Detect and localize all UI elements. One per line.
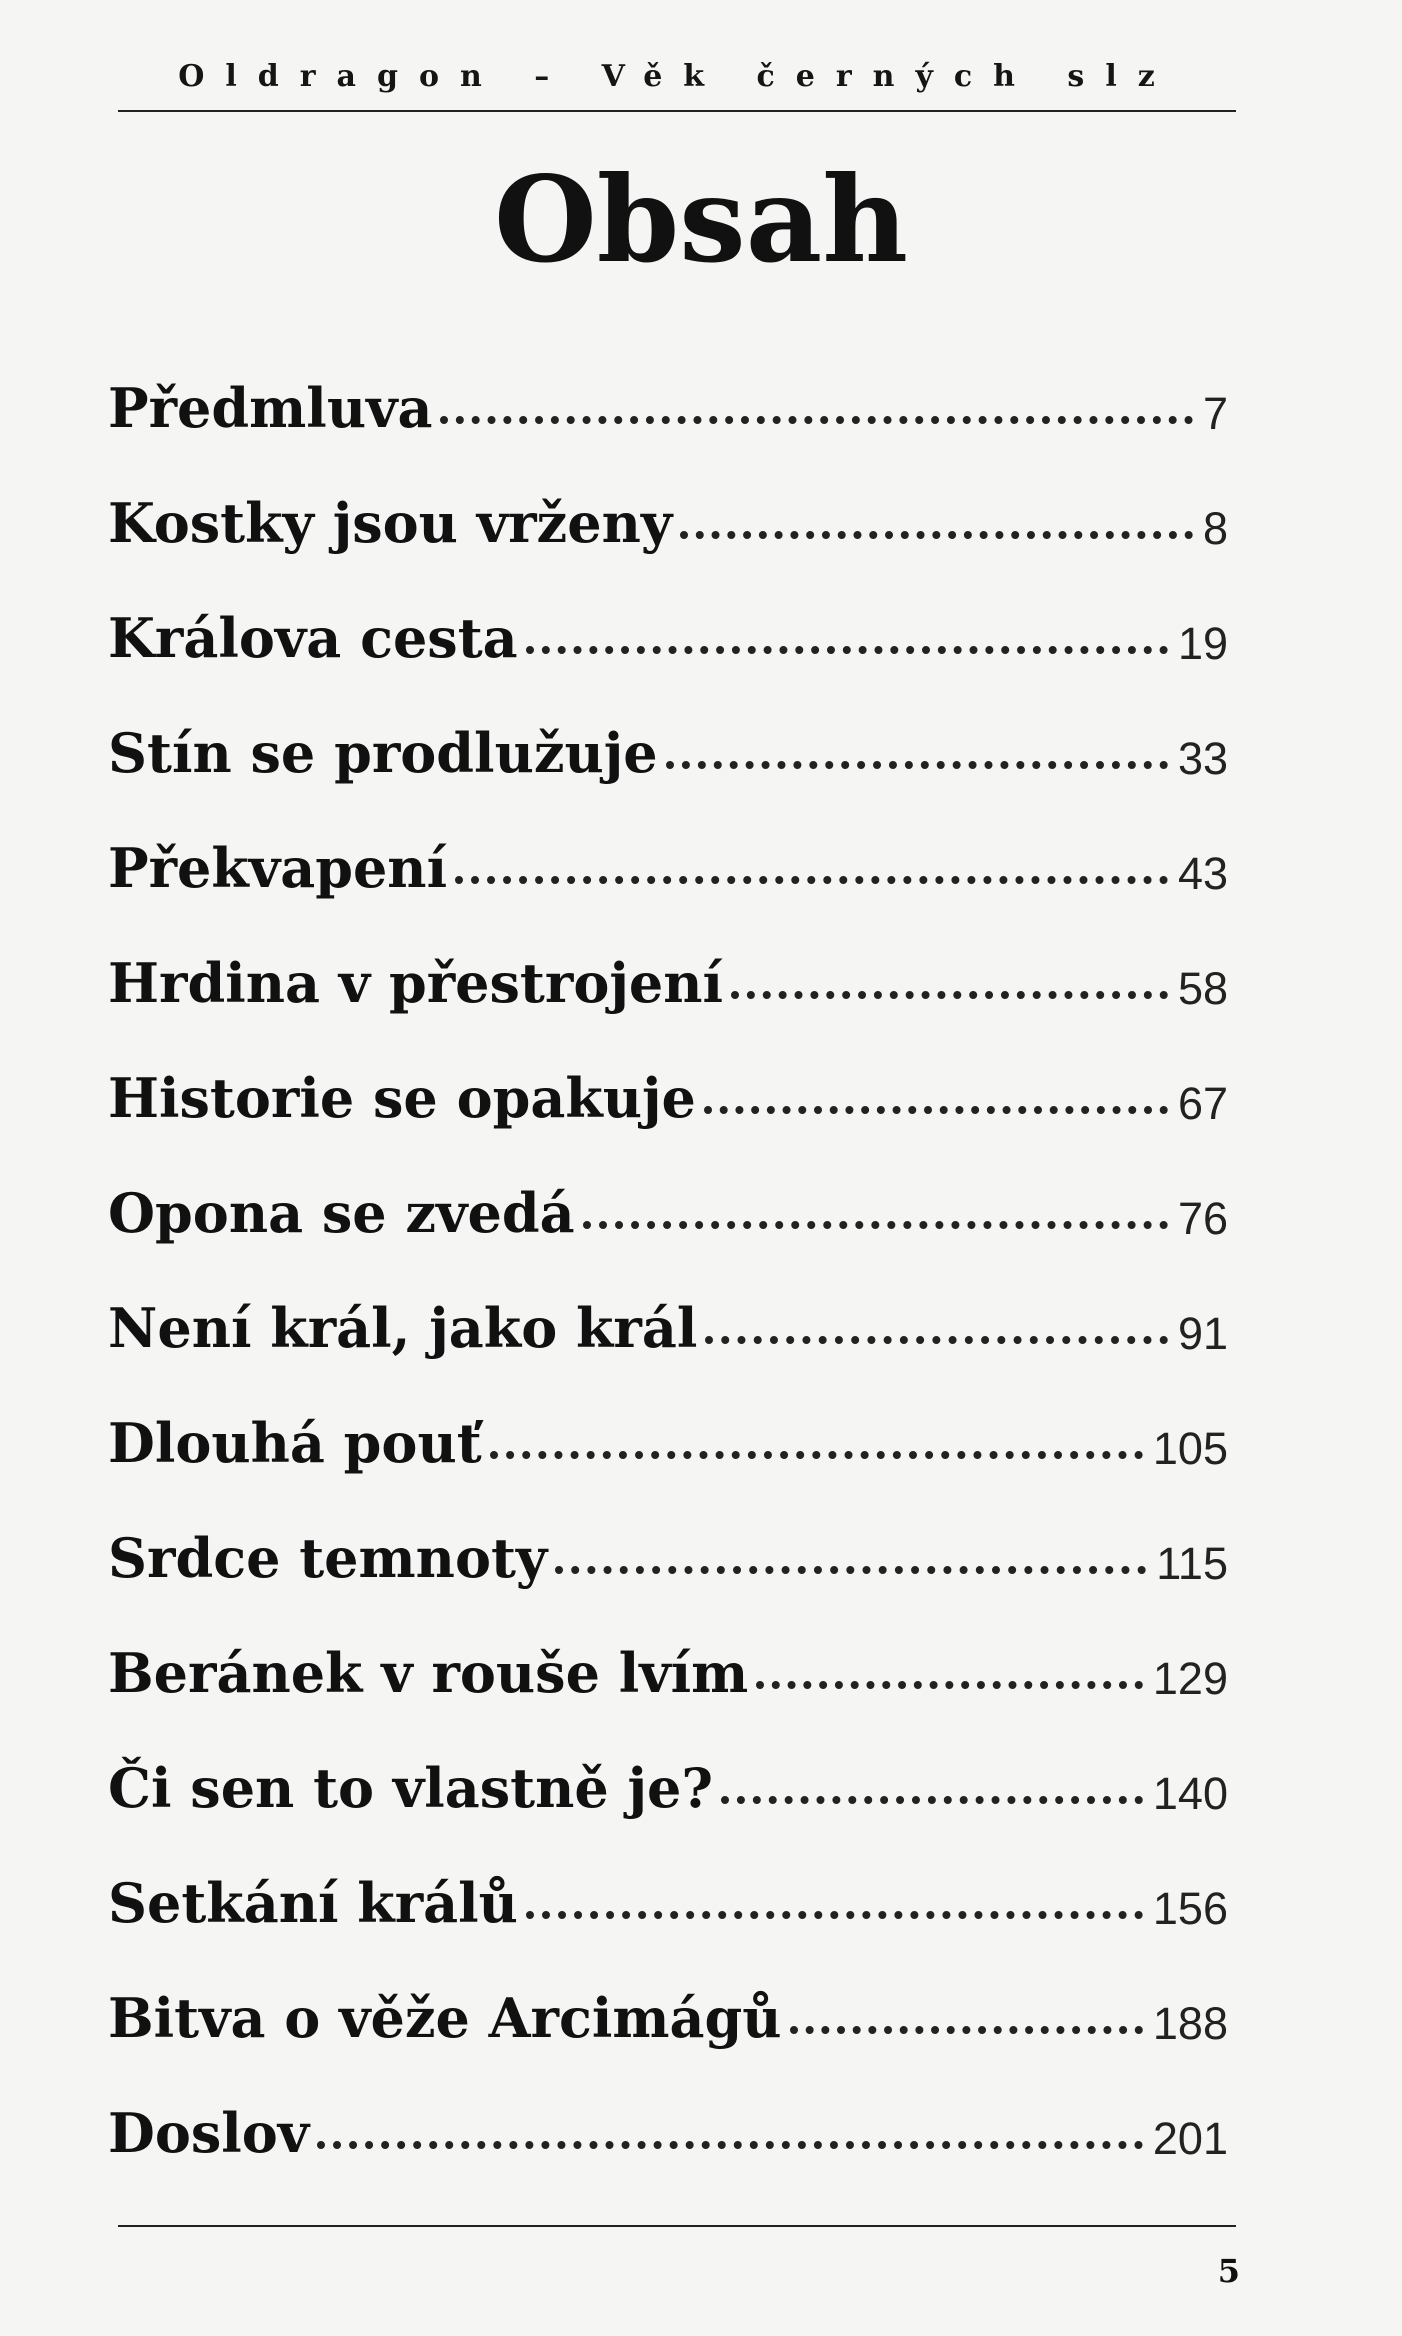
dot-leader [526,1911,1143,1919]
toc-entry-page: 33 [1177,732,1228,784]
toc-entry-page: 8 [1202,502,1228,554]
toc-entry-page: 129 [1152,1652,1228,1704]
toc-entry[interactable] [108,1155,1228,1270]
toc-entry-title: Beránek v rouše lvím [108,1640,749,1705]
toc-entry[interactable] [108,1845,1228,1960]
toc-entry[interactable] [108,1615,1228,1730]
toc-entry-title: Předmluva [108,375,433,440]
dot-leader [490,1451,1143,1459]
dot-leader [721,1796,1143,1804]
toc-entry-page: 43 [1177,847,1228,899]
toc-entry[interactable] [108,1270,1228,1385]
toc-entry[interactable] [108,1730,1228,1845]
toc-entry-page: 91 [1177,1307,1228,1359]
toc-entry[interactable] [108,1500,1228,1615]
toc-entry-page: 115 [1156,1537,1228,1589]
toc-entry[interactable] [108,925,1228,1040]
page-title: Obsah [494,150,908,289]
toc-entry-title: Stín se prodlužuje [108,720,658,785]
toc-entry[interactable] [108,695,1228,810]
toc-entry-title: Kostky jsou vrženy [108,490,673,555]
dot-leader [756,1681,1143,1689]
dot-leader [705,1336,1168,1344]
toc-entry[interactable] [108,810,1228,925]
dot-leader [731,991,1168,999]
toc-entry-page: 140 [1152,1767,1228,1819]
running-header: Oldragon – Věk černých slz [178,59,1176,94]
toc-entry-page: 201 [1152,2112,1228,2164]
toc-entry[interactable] [108,1040,1228,1155]
toc-entry-title: Doslov [108,2100,310,2165]
toc-entry-page: 7 [1202,387,1228,439]
toc-entry-page: 67 [1177,1077,1228,1129]
toc-entry-title: Srdce temnoty [108,1525,548,1590]
dot-leader [680,531,1193,539]
toc-entry-title: Či sen to vlastně je? [108,1755,714,1820]
toc-entry[interactable] [108,465,1228,580]
dot-leader [440,416,1193,424]
toc-entry-title: Historie se opakuje [108,1065,696,1130]
dot-leader [666,761,1168,769]
table-of-contents [108,350,1228,2190]
toc-entry-page: 188 [1152,1997,1228,2049]
toc-entry-page: 19 [1177,617,1228,669]
dot-leader [790,2026,1143,2034]
dot-leader [555,1566,1146,1574]
toc-entry-page: 105 [1152,1422,1228,1474]
toc-entry-page: 58 [1177,962,1228,1014]
dot-leader [583,1221,1168,1229]
dot-leader [317,2141,1143,2149]
toc-entry-title: Hrdina v přestrojení [108,950,724,1015]
toc-entry-title: Překvapení [108,835,448,900]
footer-rule [118,2225,1236,2227]
toc-entry-page: 76 [1177,1192,1228,1244]
toc-entry[interactable] [108,580,1228,695]
toc-entry[interactable] [108,1385,1228,1500]
toc-entry-title: Opona se zvedá [108,1180,575,1245]
header-rule [118,110,1236,112]
toc-entry-title: Dlouhá pouť [108,1410,482,1475]
toc-entry-title: Králova cesta [108,605,518,670]
toc-entry[interactable] [108,2075,1228,2190]
page-number: 5 [1217,2252,1240,2290]
dot-leader [526,646,1168,654]
toc-entry-page: 156 [1152,1882,1228,1934]
dot-leader [704,1106,1168,1114]
dot-leader [455,876,1168,884]
toc-entry[interactable] [108,350,1228,465]
toc-entry-title: Setkání králů [108,1870,518,1935]
toc-entry[interactable] [108,1960,1228,2075]
toc-entry-title: Není král, jako král [108,1295,698,1360]
toc-entry-title: Bitva o věže Arcimágů [108,1985,782,2050]
